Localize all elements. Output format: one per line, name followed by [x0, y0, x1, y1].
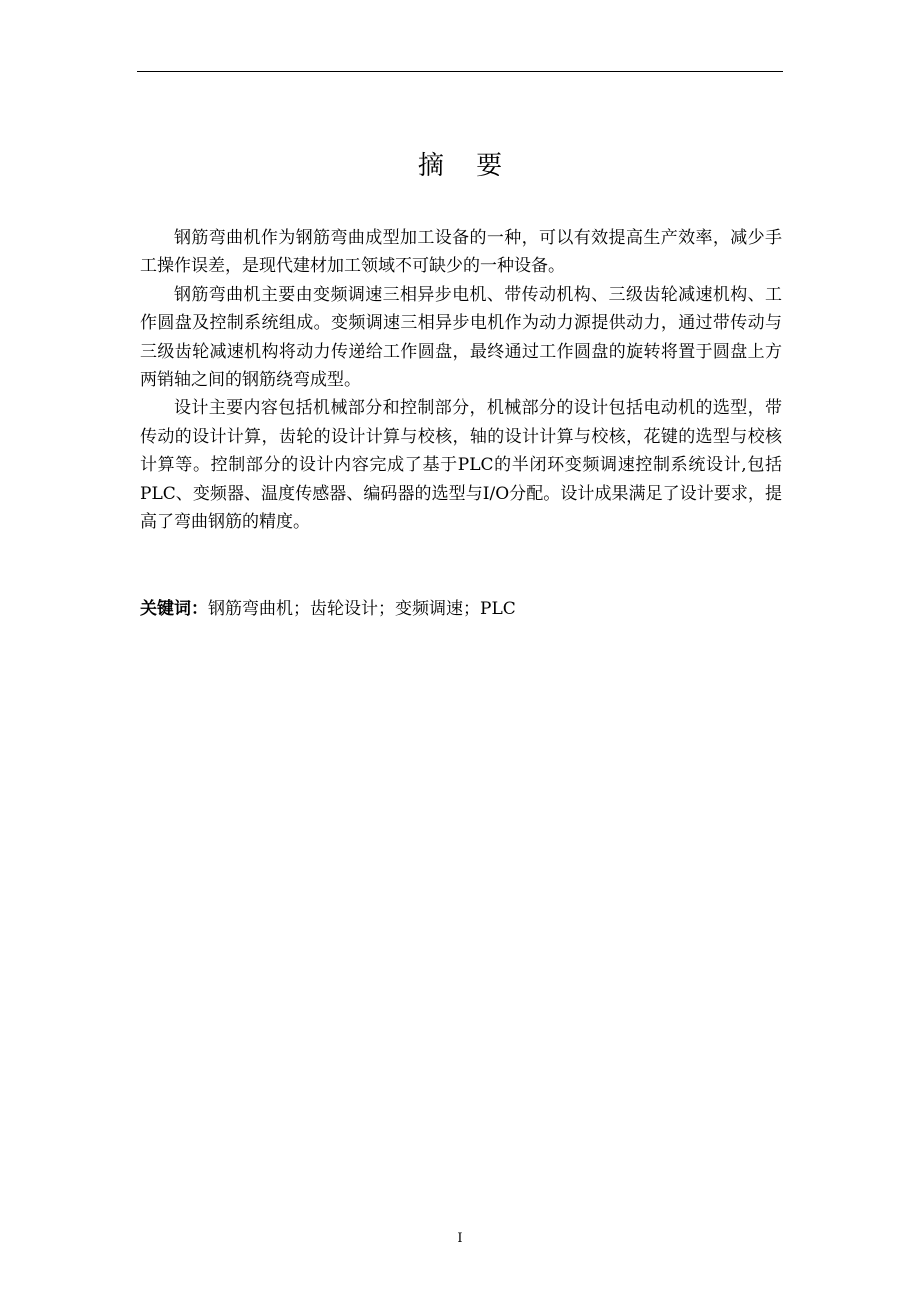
abstract-body [140, 224, 782, 536]
page-number: I [457, 1231, 463, 1246]
keywords-label: 关键词： [140, 599, 208, 619]
page-title: 摘 要 [417, 151, 515, 181]
abstract-paragraph-1: 钢筋弯曲机作为钢筋弯曲成型加工设备的一种，可以有效提高生产效率，减少手工操作误差，是现代建材加工领域不可缺少的一种设备。 [140, 228, 782, 277]
header-rule [137, 71, 783, 72]
abstract-paragraph-3: 设计主要内容包括机械部分和控制部分，机械部分的设计包括电动机的选型，带传动的设计计算，齿轮的设计计算与校核，轴的设计计算与校核，花键的选型与校核计算等。控制部分的设计内容完成了基于PLC的半闭环变频调速控制系统设计,包括PLC、变频器、温度传感器、编码器的选型与I/O分配。设计成果满足了设计要求，提高了弯曲钢筋的精度。 [140, 398, 782, 533]
keywords-line [140, 596, 782, 622]
abstract-paragraph-2: 钢筋弯曲机主要由变频调速三相异步电机、带传动机构、三级齿轮减速机构、工作圆盘及控制系统组成。变频调速三相异步电机作为动力源提供动力，通过带传动与三级齿轮减速机构将动力传递给工作圆盘，最终通过工作圆盘的旋转将置于圆盘上方两销轴之间的钢筋绕弯成型。 [140, 284, 782, 391]
keywords-value: 钢筋弯曲机；齿轮设计；变频调速；PLC [208, 599, 516, 619]
